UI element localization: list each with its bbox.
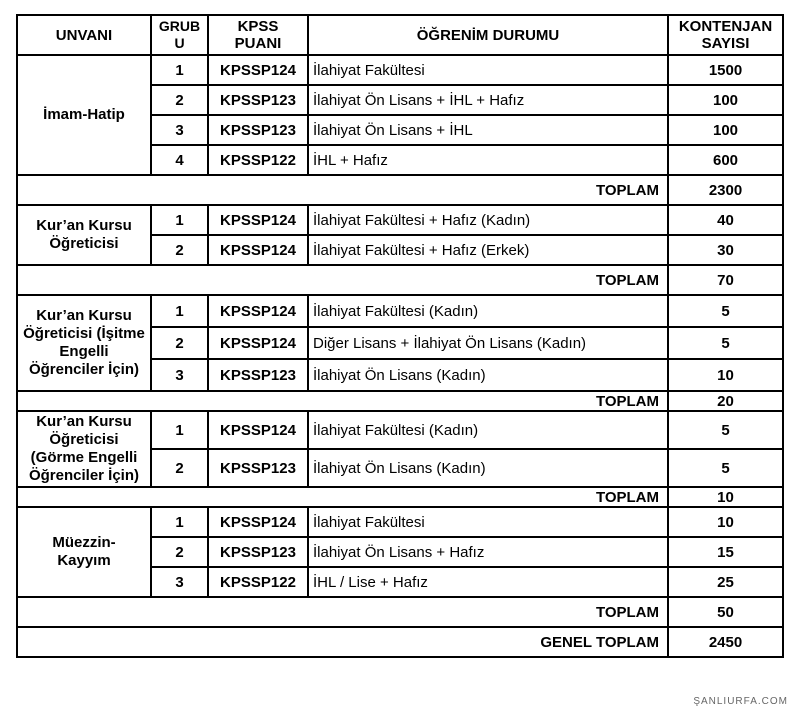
header-ogrenim: ÖĞRENİM DURUMU xyxy=(308,15,668,55)
grup-cell: 1 xyxy=(151,55,208,85)
table-row xyxy=(17,411,783,449)
kpss-cell: KPSSP124 xyxy=(208,507,308,537)
toplam-value: 2300 xyxy=(668,175,783,205)
ogrenim-cell: Diğer Lisans + İlahiyat Ön Lisans (Kadın) xyxy=(308,327,668,359)
toplam-row xyxy=(17,597,783,627)
unvan-title: Kur’an Kursu Öğreticisi (İşitme Engelli Öğrenciler İçin) xyxy=(23,307,145,378)
kpss-cell: KPSSP123 xyxy=(208,115,308,145)
table-row xyxy=(17,507,783,537)
table-row xyxy=(17,205,783,235)
kontenjan-cell: 30 xyxy=(668,235,783,265)
ogrenim-cell: İlahiyat Ön Lisans + İHL + Hafız xyxy=(308,85,668,115)
ogrenim-cell: İlahiyat Fakültesi + Hafız (Kadın) xyxy=(308,205,668,235)
kontenjan-cell: 40 xyxy=(668,205,783,235)
toplam-value: 50 xyxy=(668,597,783,627)
watermark: ŞANLIURFA.COM xyxy=(693,696,788,707)
kontenjan-cell: 5 xyxy=(668,295,783,327)
grup-cell: 1 xyxy=(151,507,208,537)
grup-cell: 2 xyxy=(151,537,208,567)
toplam-value: 10 xyxy=(668,487,783,507)
grup-cell: 4 xyxy=(151,145,208,175)
kontenjan-cell: 1500 xyxy=(668,55,783,85)
toplam-label: TOPLAM xyxy=(17,597,668,627)
kontenjan-cell: 5 xyxy=(668,449,783,487)
toplam-label: TOPLAM xyxy=(17,265,668,295)
toplam-row xyxy=(17,175,783,205)
grup-cell: 1 xyxy=(151,205,208,235)
toplam-row xyxy=(17,487,783,507)
kontenjan-cell: 15 xyxy=(668,537,783,567)
genel-toplam-label: GENEL TOPLAM xyxy=(17,627,668,657)
kpss-cell: KPSSP124 xyxy=(208,327,308,359)
kpss-cell: KPSSP124 xyxy=(208,235,308,265)
header-kpss-text: KPSS PUANI xyxy=(234,18,282,52)
kontenjan-cell: 600 xyxy=(668,145,783,175)
kontenjan-cell: 25 xyxy=(668,567,783,597)
ogrenim-cell: İlahiyat Fakültesi xyxy=(308,55,668,85)
kontenjan-cell: 10 xyxy=(668,359,783,391)
header-kpss xyxy=(208,15,308,55)
toplam-label: TOPLAM xyxy=(17,487,668,507)
kpss-cell: KPSSP124 xyxy=(208,295,308,327)
table-row xyxy=(17,55,783,85)
kpss-cell: KPSSP123 xyxy=(208,85,308,115)
toplam-value: 70 xyxy=(668,265,783,295)
genel-toplam-value: 2450 xyxy=(668,627,783,657)
kontenjan-cell: 100 xyxy=(668,115,783,145)
kontenjan-cell: 10 xyxy=(668,507,783,537)
ogrenim-cell: İlahiyat Ön Lisans (Kadın) xyxy=(308,449,668,487)
toplam-label: TOPLAM xyxy=(17,175,668,205)
ogrenim-cell: İlahiyat Fakültesi (Kadın) xyxy=(308,295,668,327)
toplam-value: 20 xyxy=(668,391,783,411)
ogrenim-cell: İlahiyat Fakültesi xyxy=(308,507,668,537)
unvan-cell xyxy=(17,55,151,175)
kontenjan-cell: 5 xyxy=(668,411,783,449)
unvan-cell xyxy=(17,507,151,597)
unvan-title: Kur’an Kursu Öğreticisi xyxy=(36,217,132,252)
ogrenim-cell: İlahiyat Ön Lisans (Kadın) xyxy=(308,359,668,391)
kpss-cell: KPSSP123 xyxy=(208,537,308,567)
kpss-cell: KPSSP124 xyxy=(208,205,308,235)
table-row xyxy=(17,295,783,327)
kontenjan-cell: 100 xyxy=(668,85,783,115)
toplam-row xyxy=(17,391,783,411)
kpss-cell: KPSSP122 xyxy=(208,567,308,597)
ogrenim-cell: İlahiyat Fakültesi + Hafız (Erkek) xyxy=(308,235,668,265)
ogrenim-cell: İHL + Hafız xyxy=(308,145,668,175)
ogrenim-cell: İlahiyat Fakültesi (Kadın) xyxy=(308,411,668,449)
header-kontenjan xyxy=(668,15,783,55)
unvan-cell xyxy=(17,295,151,391)
unvan-title: Kur’an Kursu Öğreticisi (Görme Engelli Öğrenciler İçin) xyxy=(28,413,140,484)
header-kontenjan-text: KONTENJAN SAYISI xyxy=(678,18,773,52)
grup-cell: 3 xyxy=(151,115,208,145)
grup-cell: 1 xyxy=(151,411,208,449)
kontenjan-cell: 5 xyxy=(668,327,783,359)
header-grubu xyxy=(151,15,208,55)
genel-toplam-row xyxy=(17,627,783,657)
kontenjan-table xyxy=(16,14,784,658)
grup-cell: 1 xyxy=(151,295,208,327)
toplam-label: TOPLAM xyxy=(17,391,668,411)
table-body xyxy=(17,55,783,657)
grup-cell: 3 xyxy=(151,567,208,597)
grup-cell: 2 xyxy=(151,235,208,265)
table-wrapper xyxy=(16,14,782,658)
ogrenim-cell: İlahiyat Ön Lisans + Hafız xyxy=(308,537,668,567)
kpss-cell: KPSSP123 xyxy=(208,359,308,391)
kpss-cell: KPSSP124 xyxy=(208,55,308,85)
kpss-cell: KPSSP124 xyxy=(208,411,308,449)
grup-cell: 2 xyxy=(151,449,208,487)
grup-cell: 3 xyxy=(151,359,208,391)
grup-cell: 2 xyxy=(151,85,208,115)
unvan-title: İmam-Hatip xyxy=(43,106,125,123)
toplam-row xyxy=(17,265,783,295)
ogrenim-cell: İHL / Lise + Hafız xyxy=(308,567,668,597)
unvan-cell xyxy=(17,205,151,265)
ogrenim-cell: İlahiyat Ön Lisans + İHL xyxy=(308,115,668,145)
kpss-cell: KPSSP122 xyxy=(208,145,308,175)
header-unvani: UNVANI xyxy=(17,15,151,55)
header-grubu-text: GRUB U xyxy=(158,18,201,51)
header-row xyxy=(17,15,783,55)
unvan-cell xyxy=(17,411,151,487)
kpss-cell: KPSSP123 xyxy=(208,449,308,487)
grup-cell: 2 xyxy=(151,327,208,359)
unvan-title: Müezzin-Kayyım xyxy=(52,534,116,569)
